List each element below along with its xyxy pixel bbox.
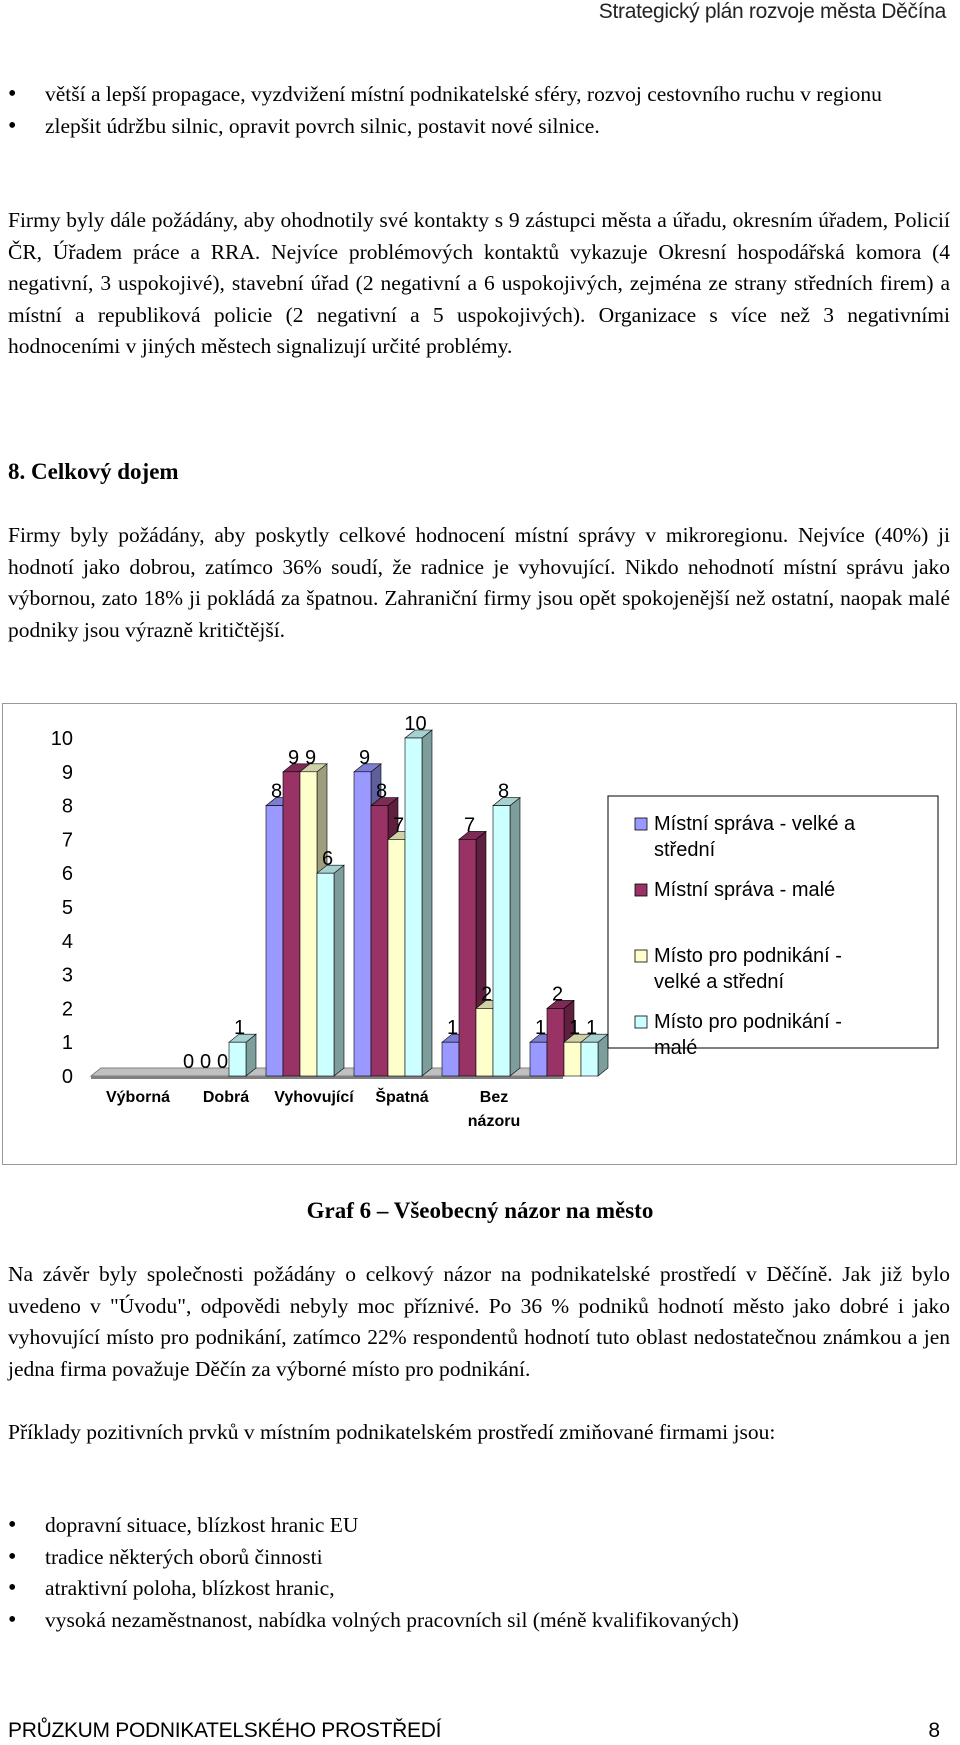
bar [476, 1008, 493, 1076]
legend-label: střední [654, 839, 716, 861]
y-tick-label: 5 [61, 897, 73, 919]
data-label: 2 [480, 983, 493, 1006]
bar [530, 1042, 547, 1076]
bar [547, 1008, 564, 1076]
legend-label: malé [654, 1037, 698, 1059]
legend-label: Místní správa - malé [654, 879, 836, 901]
bar-side [334, 865, 344, 1076]
list-item: • větší a lepší propagace, vyzdvižení místní podnikatelské sféry, rozvoj cestovního ruchu v regionu [0, 79, 950, 111]
data-label: 8 [375, 780, 388, 803]
list-item: • dopravní situace, blízkost hranic EU [0, 1510, 950, 1542]
list-item: • zlepšit údržbu silnic, opravit povrch silnic, postavit nové silnice. [0, 111, 950, 143]
page-number: 8 [928, 1719, 940, 1742]
list-item: • atraktivní poloha, blízkost hranic, [0, 1573, 950, 1605]
bar [493, 806, 510, 1076]
legend-swatch [635, 950, 647, 962]
x-tick-label: Výborná [105, 1089, 171, 1106]
list-item: • vysoká nezaměstnanost, nabídka volných pracovních sil (méně kvalifikovaných) [0, 1605, 950, 1637]
x-tick-label: Dobrá [202, 1089, 250, 1106]
paragraph-overall: Firmy byly požádány, aby poskytly celkové hodnocení místní správy v mikroregionu. Nejvíce (40%) ji hodnotí jako dobrou, zatímco 36% soudí, že radnice je vyhovující. Nikdo nehodnotí místní správu jako výbornou, zato 18% ji pokládá za špatnou. Zahraniční firmy jsou opět spokojenější než ostatní, naopak malé podniky jsou výrazně kritičtější. [8, 523, 950, 642]
legend-swatch [635, 818, 647, 830]
y-tick-label: 1 [61, 1032, 73, 1055]
x-tick-label: Bez [479, 1089, 509, 1106]
data-label: 8 [497, 780, 510, 803]
chart-floor-edge [91, 1076, 563, 1079]
y-tick-label: 3 [61, 964, 73, 987]
bar [442, 1042, 459, 1076]
data-label: 2 [551, 983, 564, 1006]
paragraph-examples: Příklady pozitivních prvků v místním podnikatelském prostředí zmiňované firmami jsou: [8, 1420, 776, 1444]
data-label: 9 [358, 746, 371, 769]
bar [283, 772, 300, 1076]
y-tick-label: 4 [61, 930, 73, 953]
bar [354, 772, 371, 1076]
bar [229, 1042, 246, 1076]
legend-swatch [635, 1016, 647, 1028]
data-label: 1 [568, 1017, 581, 1040]
y-tick-label: 6 [61, 863, 73, 886]
data-label: 10 [404, 713, 427, 735]
data-label: 1 [233, 1017, 246, 1040]
bar [405, 738, 422, 1076]
section-heading: 8. Celkový dojem [8, 459, 179, 484]
bar [266, 806, 283, 1076]
data-label: 1 [585, 1017, 598, 1040]
data-label: 1 [534, 1017, 547, 1040]
footer-title: PRŮZKUM PODNIKATELSKÉHO PROSTŘEDÍ [8, 1719, 442, 1742]
legend-swatch [635, 884, 647, 896]
data-label: 8 [270, 780, 283, 803]
bar [581, 1042, 598, 1076]
data-label: 9 [287, 746, 300, 769]
bar-side [510, 798, 520, 1076]
y-tick-label: 2 [61, 998, 73, 1021]
data-label: 9 [304, 746, 317, 769]
y-tick-label: 0 [61, 1066, 73, 1088]
x-tick-label: názoru [467, 1113, 521, 1130]
paragraph-conclusion: Na závěr byly společnosti požádány o celkový názor na podnikatelské prostředí v Děčíně. Jak již bylo uvedeno v "Úvodu", odpovědi nebyly moc příznivé. Po 36 % podniků hodnotí město jako dobré i jako vyhovující místo pro podnikání, zatímco 22% respondentů hodnotí tuto oblast nedostatečnou známkou a jen jedna firma považuje Děčín za výborné místo pro podnikání. [8, 1262, 950, 1381]
data-label: 7 [463, 814, 476, 837]
y-tick-label: 10 [50, 728, 73, 750]
list-item: • tradice některých oborů činnosti [0, 1542, 950, 1574]
data-label: 6 [321, 848, 334, 871]
chart-frame [2, 703, 957, 1165]
bar [371, 806, 388, 1076]
data-label: 7 [392, 814, 405, 837]
data-label: 1 [446, 1017, 459, 1040]
data-label: 0 [182, 1051, 195, 1073]
x-tick-label: Špatná [375, 1089, 429, 1106]
bar [317, 873, 334, 1076]
legend-label: Místní správa - velké a [654, 813, 856, 835]
legend-label: velké a střední [654, 971, 785, 993]
bullet-list-bottom [0, 1510, 950, 1636]
paragraph-contacts: Firmy byly dále požádány, aby ohodnotily své kontakty s 9 zástupci města a úřadu, okresním úřadem, Policií ČR, Úřadem práce a RRA. Nejvíce problémových kontaktů vykazuje Okresní hospodářská komora (4 negativní, 3 uspokojivé), stavební úřad (2 negativní a 6 uspokojivých, zejména ze strany středních firem) a místní a republiková policie (2 negativní a 5 uspokojivých). Organizace s více než 3 negativními hodnoceními v jiných městech signalizují určité problémy. [8, 208, 950, 358]
bar [300, 772, 317, 1076]
bullet-list-top [0, 79, 950, 142]
bar-side [422, 730, 432, 1076]
legend-label: Místo pro podnikání - [654, 1011, 842, 1033]
y-tick-label: 8 [61, 795, 73, 818]
bar-chart [3, 704, 956, 1164]
legend-label: Místo pro podnikání - [654, 945, 842, 967]
bar [459, 839, 476, 1076]
chart-caption: Graf 6 – Všeobecný názor na město [306, 1198, 654, 1223]
y-tick-label: 9 [61, 761, 73, 784]
page-header: Strategický plán rozvoje města Děčína [598, 0, 946, 23]
bar [564, 1042, 581, 1076]
data-label: 0 [216, 1051, 229, 1073]
data-label: 0 [199, 1051, 212, 1073]
x-tick-label: Vyhovující [274, 1089, 354, 1106]
bar [388, 839, 405, 1076]
y-tick-label: 7 [61, 829, 73, 852]
